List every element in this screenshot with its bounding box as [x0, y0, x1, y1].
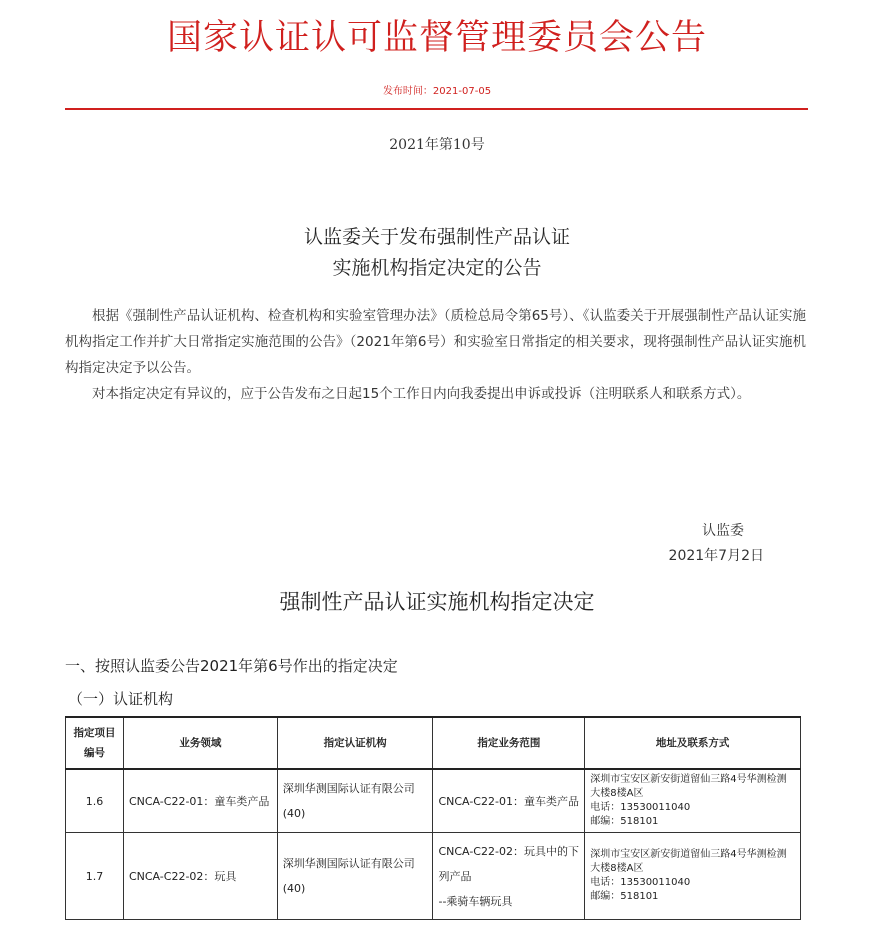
title-line-1: 认监委关于发布强制性产品认证 [303, 226, 570, 248]
section-heading-2: （一）认证机构 [68, 690, 174, 708]
title-line-2: 实施机构指定决定的公告 [332, 257, 542, 279]
row-agency: 深圳华测国际认证有限公司(40) [277, 769, 433, 833]
table-header-row [66, 717, 801, 769]
row-agency: 深圳华测国际认证有限公司(40) [277, 833, 433, 920]
col-header-address: 地址及联系方式 [585, 717, 801, 769]
table-row [66, 769, 801, 833]
row-id: 1.7 [66, 833, 124, 920]
col-header-field: 业务领域 [123, 717, 277, 769]
col-header-id: 指定项目编号 [66, 717, 124, 769]
row-scope-line-2: --乘骑车辆玩具 [438, 894, 513, 908]
designation-table [65, 716, 801, 920]
row-scope: CNCA-C22-01：童车类产品 [433, 769, 585, 833]
doc-number: 2021年第10号 [389, 137, 485, 153]
publish-date: 发布时间：2021-07-05 [382, 86, 492, 97]
row-postcode: 邮编：518101 [590, 816, 659, 827]
announcement-body [65, 303, 806, 407]
row-phone: 电话：13530011040 [590, 877, 691, 888]
row-address: 深圳市宝安区新安街道留仙三路4号华测检测大楼8楼A区 [590, 774, 787, 799]
announcement-title [0, 222, 874, 284]
row-contact [585, 833, 801, 920]
row-postcode: 邮编：518101 [590, 891, 659, 902]
row-scope [433, 833, 585, 920]
col-header-agency: 指定认证机构 [277, 717, 433, 769]
row-phone: 电话：13530011040 [590, 802, 691, 813]
section-heading-1: 一、按照认监委公告2021年第6号作出的指定决定 [65, 657, 398, 675]
row-field: CNCA-C22-02：玩具 [123, 833, 277, 920]
body-paragraph-1: 根据《强制性产品认证机构、检查机构和实验室管理办法》（质检总局令第65号）、《认监委关于开展强制性产品认证实施机构指定工作并扩大日常指定实施范围的公告》（2021年第6号）和实验室日常指定的相关要求，现将强制性产品认证实施机构指定决定予以公告。 [65, 308, 806, 376]
header-divider [65, 108, 808, 110]
row-address: 深圳市宝安区新安街道留仙三路4号华测检测大楼8楼A区 [590, 849, 787, 874]
sign-date: 2021年7月2日 [668, 548, 764, 564]
row-field: CNCA-C22-01：童车类产品 [123, 769, 277, 833]
row-scope-line-1: CNCA-C22-02：玩具中的下列产品 [438, 844, 579, 883]
col-header-scope: 指定业务范围 [433, 717, 585, 769]
row-contact [585, 769, 801, 833]
masthead-title: 国家认证认可监督管理委员会公告 [166, 18, 707, 58]
signer: 认监委 [702, 523, 744, 539]
table-row [66, 833, 801, 920]
decision-title: 强制性产品认证实施机构指定决定 [279, 590, 595, 614]
row-id: 1.6 [66, 769, 124, 833]
body-paragraph-2: 对本指定决定有异议的，应于公告发布之日起15个工作日内向我委提出申诉或投诉（注明联系人和联系方式）。 [92, 386, 751, 402]
